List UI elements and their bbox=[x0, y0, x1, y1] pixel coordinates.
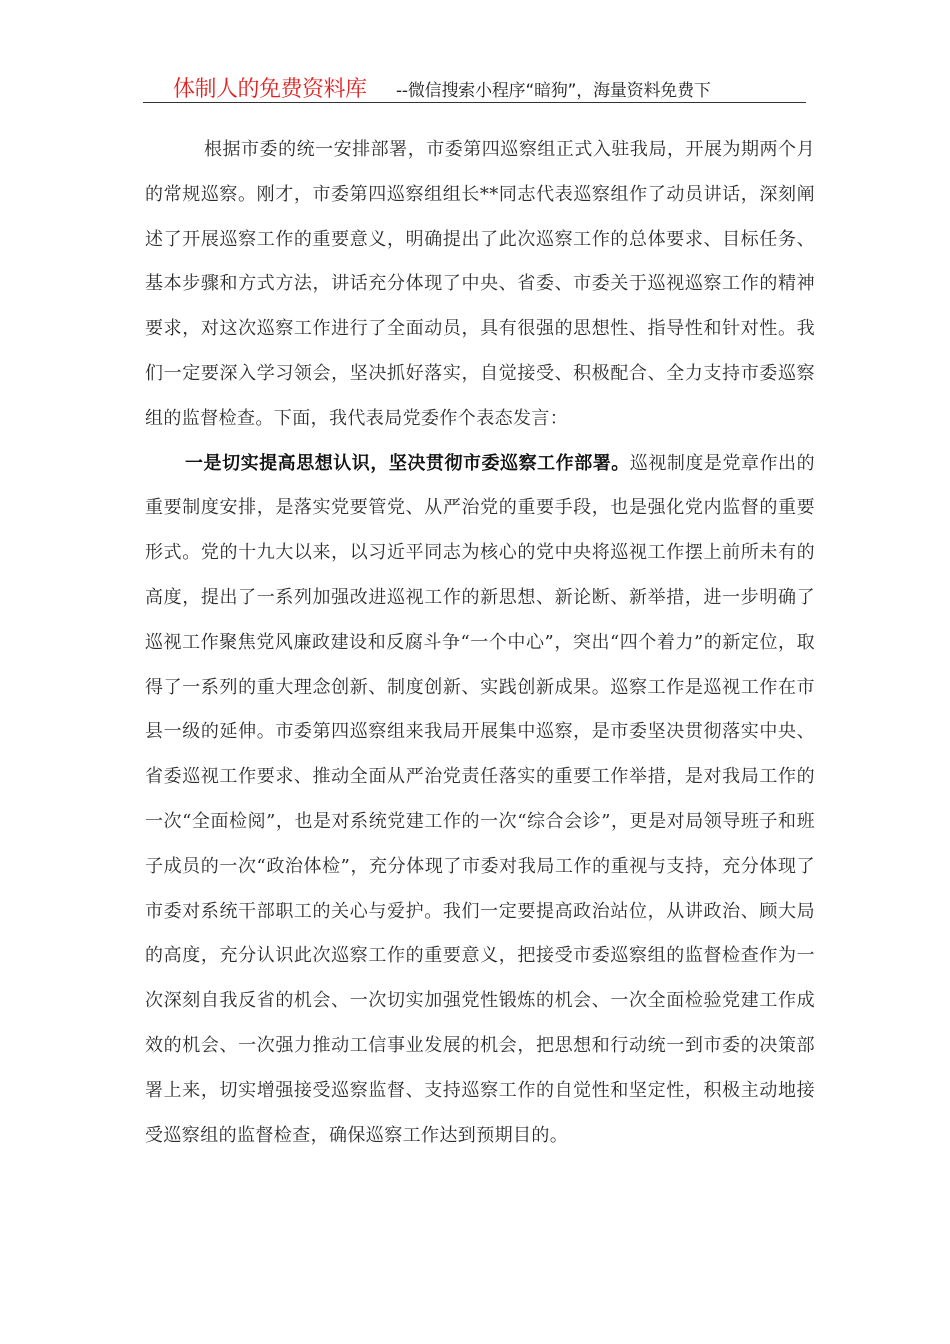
header-title: 体制人的免费资料库 bbox=[173, 77, 367, 102]
document-body bbox=[145, 128, 815, 1158]
paragraph-intro: 根据市委的统一安排部署，市委第四巡察组正式入驻我局，开展为期两个月的常规巡察。刚才，市委第四巡察组组长**同志代表巡察组作了动员讲话，深刻阐述了开展巡察工作的重要意义，明确提出了此次巡察工作的总体要求、目标任务、基本步骤和方式方法，讲话充分体现了中央、省委、市委关于巡视巡察工作的精神要求，对这次巡察工作进行了全面动员，具有很强的思想性、指导性和针对性。我们一定要深入学习领会，坚决抓好落实，自觉接受、积极配合、全力支持市委巡察组的监督检查。下面，我代表局党委作个表态发言： bbox=[145, 139, 815, 429]
page-header bbox=[143, 70, 806, 103]
paragraph-point-one-heading: 一是切实提高思想认识，坚决贯彻市委巡察工作部署。 bbox=[185, 452, 630, 474]
header-subtitle: --微信搜索小程序“暗狗”，海量资料免费下 bbox=[396, 81, 711, 101]
paragraph-point-one bbox=[145, 442, 815, 1159]
paragraph-point-one-text: 巡视制度是党章作出的重要制度安排，是落实党要管党、从严治党的重要手段，也是强化党内监督的重要形式。党的十九大以来，以习近平同志为核心的党中央将巡视工作摆上前所未有的高度，提出了一系列加强改进巡视工作的新思想、新论断、新举措，进一步明确了巡视工作聚焦党风廉政建设和反腐斗争“一个中心”，突出“四个着力”的新定位，取得了一系列的重大理念创新、制度创新、实践创新成果。巡察工作是巡视工作在市县一级的延伸。市委第四巡察组来我局开展集中巡察，是市委坚决贯彻落实中央、省委巡视工作要求、推动全面从严治党责任落实的重要工作举措，是对我局工作的一次“全面检阅”，也是对系统党建工作的一次“综合会诊”，更是对局领导班子和班子成员的一次“政治体检”，充分体现了市委对我局工作的重视与支持，充分体现了市委对系统干部职工的关心与爱护。我们一定要提高政治站位，从讲政治、顾大局的高度，充分认识此次巡察工作的重要意义，把接受市委巡察组的监督检查作为一次深刻自我反省的机会、一次切实加强党性锻炼的机会、一次全面检验党建工作成效的机会、一次强力推动工信事业发展的机会，把思想和行动统一到市委的决策部署上来，切实增强接受巡察监督、支持巡察工作的自觉性和坚定性，积极主动地接受巡察组的监督检查，确保巡察工作达到预期目的。 bbox=[145, 452, 815, 1146]
